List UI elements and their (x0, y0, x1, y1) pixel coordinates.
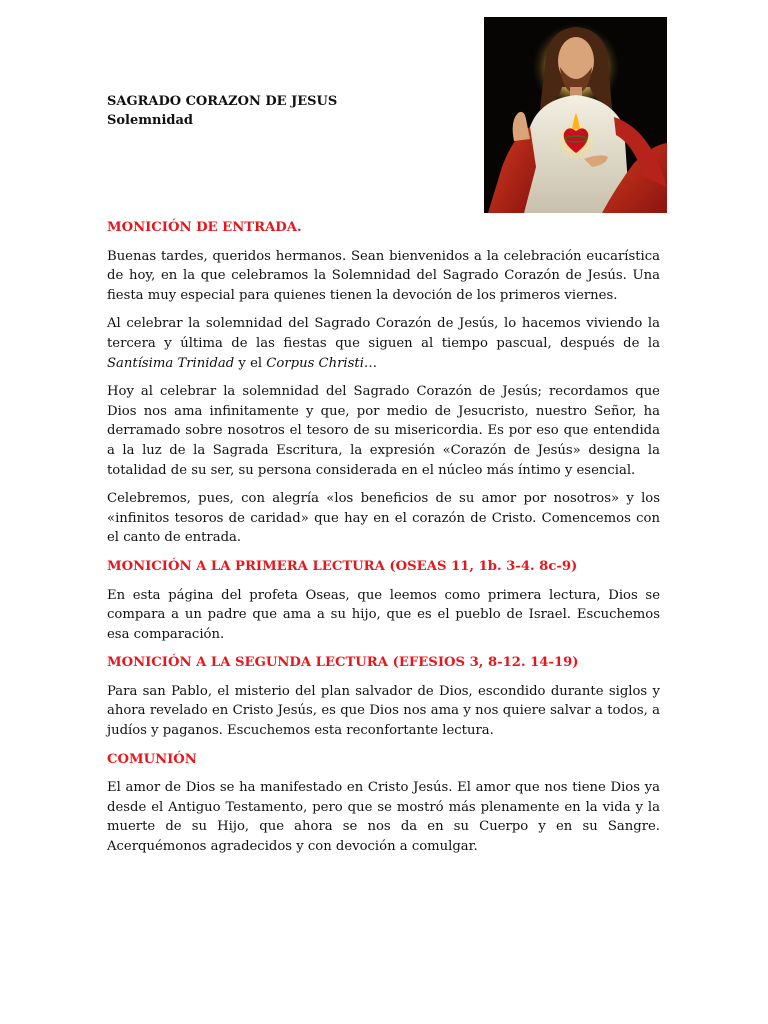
paragraph: En esta página del profeta Oseas, que leemos como primera lectura, Dios se compara a un padre que ama a su hijo, que es el pueblo de Israel. Escuchemos esa comparación. (107, 587, 660, 642)
title-block (107, 92, 337, 130)
paragraph-text: Al celebrar la solemnidad del Sagrado Corazón de Jesús, lo hacemos viviendo la tercera y última de las fiestas que siguen al tiempo pascual, después de la (107, 316, 660, 351)
paragraph-text: y el (234, 355, 267, 371)
section-heading-primera-lectura: MONICIÓN A LA PRIMERA LECTURA (OSEAS 11, 1b. 3-4. 8c-9) (107, 558, 578, 574)
section-heading-entrada: MONICIÓN DE ENTRADA. (107, 220, 302, 235)
section-heading-comunion: COMUNIÓN (107, 751, 197, 767)
paragraph: Buenas tardes, queridos hermanos. Sean bienvenidos a la celebración eucarística de hoy, en la que celebramos la Solemnidad del Sagrado Corazón de Jesús. Una fiesta muy especial para quienes tienen la devoción de los primeros viernes. (107, 248, 660, 303)
paragraph: El amor de Dios se ha manifestado en Cristo Jesús. El amor que nos tiene Dios ya desde el Antiguo Testamento, pero que se mostró más plenamente en la vida y la muerte de su Hijo, que ahora se nos da en su Cuerpo y en su Sangre. Acerquémonos agradecidos y con devoción a comulgar. (107, 780, 660, 855)
paragraph-text: … (363, 355, 378, 371)
document-title: SAGRADO CORAZON DE JESUS (107, 94, 338, 109)
paragraph: Celebremos, pues, con alegría «los beneficios de su amor por nosotros» y los «infinitos tesoros de caridad» que hay en el corazón de Cristo. Comencemos con el canto de entrada. (107, 491, 660, 546)
paragraph: Para san Pablo, el misterio del plan salvador de Dios, escondido durante siglos y ahora revelado en Cristo Jesús, es que Dios nos ama y nos quiere salvar a todos, a judíos y paganos. Escuchemos esta reconfortante lectura. (107, 683, 660, 739)
document-body (107, 218, 660, 866)
section-heading-segunda-lectura: MONICIÓN A LA SEGUNDA LECTURA (EFESIOS 3, 8-12. 14-19) (107, 655, 579, 671)
emphasis-text: Corpus Christi (266, 355, 364, 371)
document-subtitle: Solemnidad (107, 113, 194, 128)
emphasis-text: Santísima Trinidad (107, 355, 235, 371)
paragraph: Hoy al celebrar la solemnidad del Sagrado Corazón de Jesús; recordamos que Dios nos ama infinitamente y que, por medio de Jesucristo, nuestro Señor, ha derramado sobre nosotros el tesoro de su misericordia. Es por eso que entendida a la luz de la Sagrada Escritura, la expresión «Corazón de Jesús» designa la totalidad de su ser, su persona considerada en el núcleo más íntimo y esencial. (107, 384, 660, 478)
paragraph (107, 314, 660, 373)
sacred-heart-portrait (484, 17, 667, 213)
